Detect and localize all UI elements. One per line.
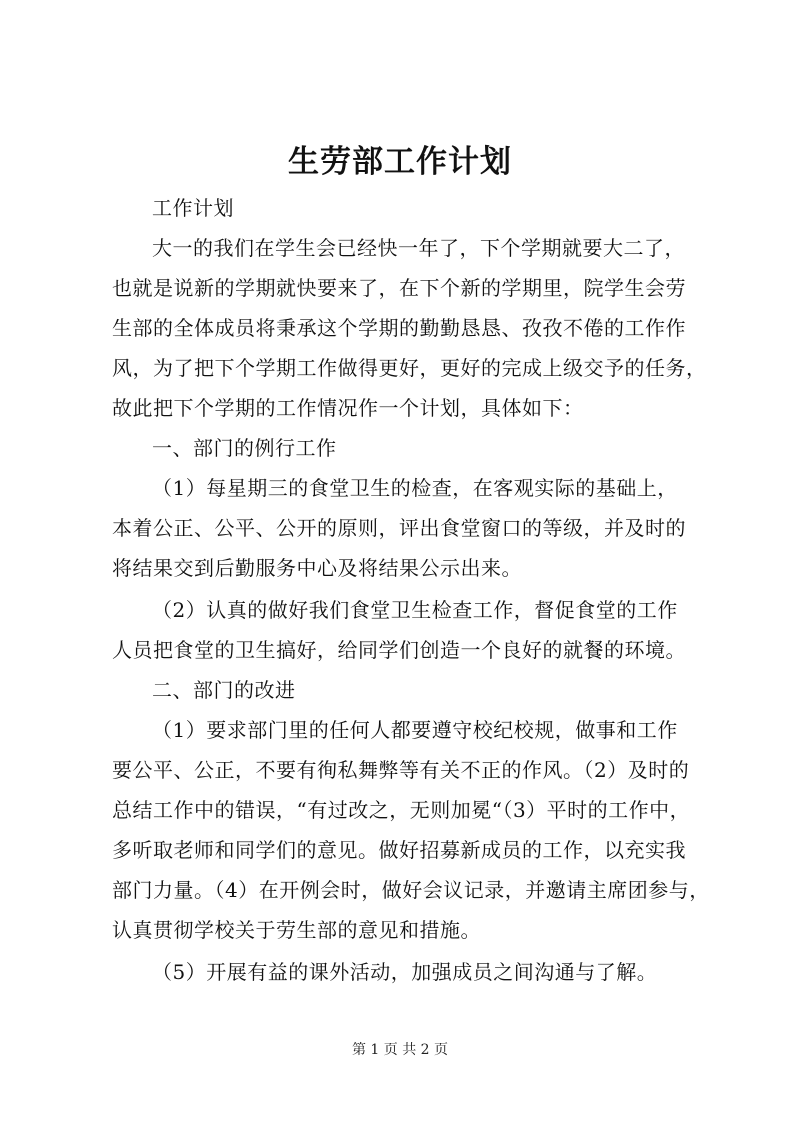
paragraph-line: （1）每星期三的食堂卫生的检查，在客观实际的基础上， (152, 476, 678, 500)
section-heading-work-plan: 工作计划 (152, 196, 234, 220)
paragraph-line: 部门力量。（4）在开例会时，做好会议记录，并邀请主席团参与， (112, 878, 710, 902)
paragraph-line: 要公平、公正，不要有徇私舞弊等有关不正的作风。（2）及时的 (112, 758, 690, 782)
paragraph-line: 也就是说新的学期就快要来了，在下个新的学期里，院学生会劳 (112, 276, 686, 300)
paragraph-line: 故此把下个学期的工作情况作一个计划，具体如下： (112, 396, 584, 420)
paragraph-line: （2）认真的做好我们食堂卫生检查工作，督促食堂的工作 (152, 598, 678, 622)
paragraph-line: 大一的我们在学生会已经快一年了，下个学期就要大二了， (152, 236, 685, 260)
paragraph-line: 风，为了把下个学期工作做得更好，更好的完成上级交予的任务， (112, 356, 707, 380)
paragraph-line: 总结工作中的错误，“有过改之，无则加冕“（3）平时的工作中， (112, 798, 691, 822)
section-heading-improvement: 二、部门的改进 (152, 678, 296, 702)
page-number-footer: 第 1 页 共 2 页 (351, 1042, 449, 1058)
paragraph-line: 将结果交到后勤服务中心及将结果公示出来。 (112, 556, 522, 580)
paragraph-line: 生部的全体成员将秉承这个学期的勤勤恳恳、孜孜不倦的工作作 (112, 316, 686, 340)
paragraph-line: （5）开展有益的课外活动，加强成员之间沟通与了解。 (152, 960, 658, 984)
paragraph-line: （1）要求部门里的任何人都要遵守校纪校规，做事和工作 (152, 718, 678, 742)
paragraph-line: 本着公正、公平、公开的原则，评出食堂窗口的等级，并及时的 (112, 516, 686, 540)
paragraph-line: 认真贯彻学校关于劳生部的意见和措施。 (112, 918, 481, 942)
section-heading-routine-work: 一、部门的例行工作 (152, 436, 337, 460)
document-title: 生劳部工作计划 (288, 144, 512, 180)
paragraph-line: 人员把食堂的卫生搞好，给同学们创造一个良好的就餐的环境。 (112, 638, 686, 662)
paragraph-line: 多听取老师和同学们的意见。做好招募新成员的工作，以充实我 (112, 838, 686, 862)
